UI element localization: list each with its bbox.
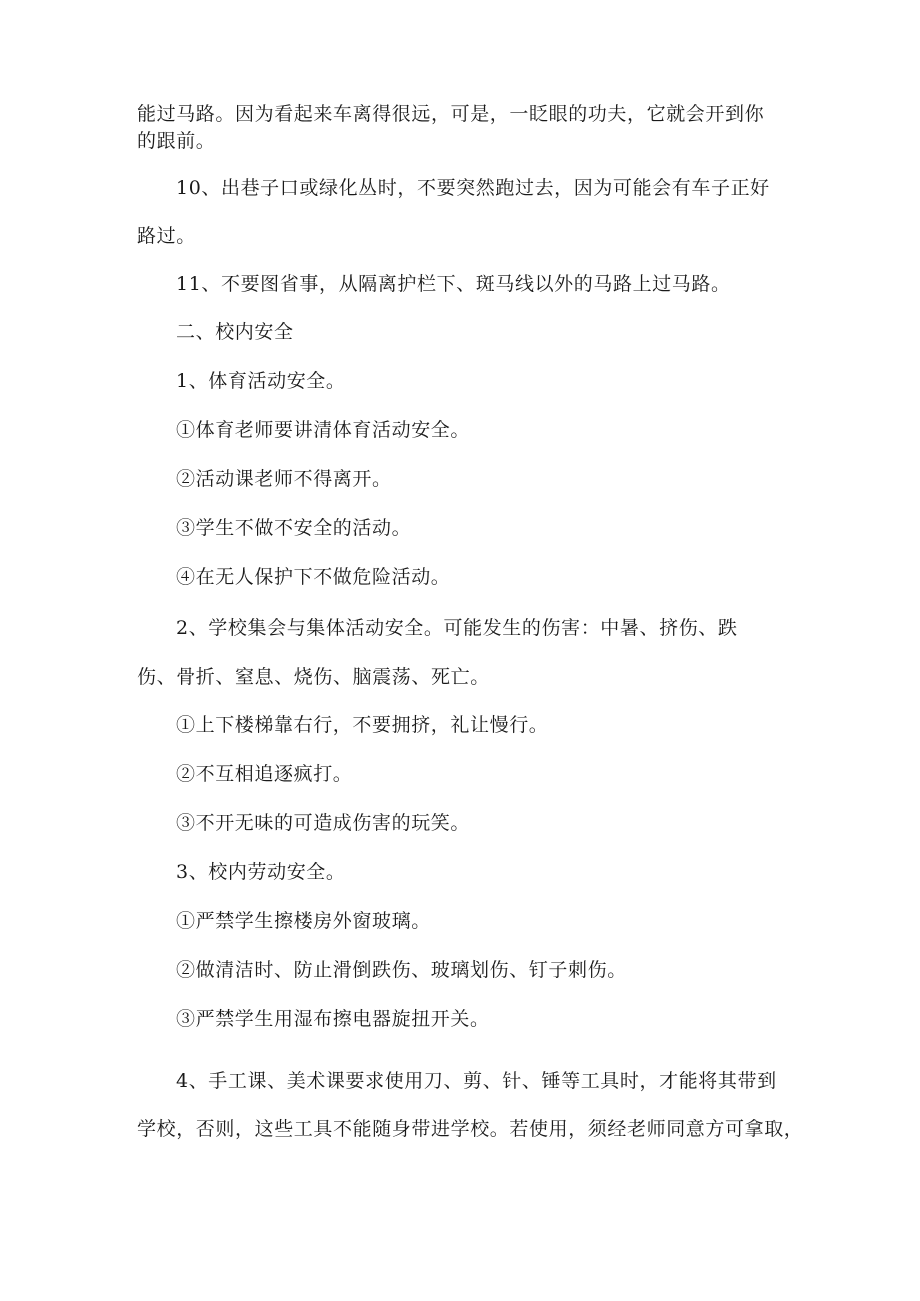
- paragraph-line: 学校，否则，这些工具不能随身带进学校。若使用，须经老师同意方可拿取，: [137, 1118, 804, 1140]
- paragraph-line: 的跟前。: [137, 130, 216, 152]
- section-heading: 二、校内安全: [176, 321, 294, 343]
- list-item: ③不开无味的可造成伤害的玩笑。: [176, 812, 471, 834]
- list-item: ①严禁学生擦楼房外窗玻璃。: [176, 910, 431, 932]
- paragraph-line: 10、出巷子口或绿化丛时，不要突然跑过去，因为可能会有车子正好: [176, 177, 770, 199]
- paragraph-line: 4、手工课、美术课要求使用刀、剪、针、锤等工具时，才能将其带到: [176, 1070, 777, 1092]
- list-item: ①上下楼梯靠右行，不要拥挤，礼让慢行。: [176, 714, 549, 736]
- paragraph-line: 伤、骨折、窒息、烧伤、脑震荡、死亡。: [137, 666, 490, 688]
- subsection-heading: 3、校内劳动安全。: [176, 861, 346, 883]
- list-item: ④在无人保护下不做危险活动。: [176, 566, 451, 588]
- list-item: ③严禁学生用湿布擦电器旋扭开关。: [176, 1008, 490, 1030]
- list-item: ②活动课老师不得离开。: [176, 468, 392, 490]
- paragraph-line: 11、不要图省事，从隔离护栏下、斑马线以外的马路上过马路。: [176, 273, 731, 295]
- paragraph-line: 路过。: [137, 225, 196, 247]
- list-item: ①体育老师要讲清体育活动安全。: [176, 419, 471, 441]
- paragraph-line: 能过马路。因为看起来车离得很远，可是，一眨眼的功夫，它就会开到你: [137, 103, 765, 125]
- paragraph-line: 2、学校集会与集体活动安全。可能发生的伤害：中暑、挤伤、跌: [176, 617, 738, 639]
- list-item: ③学生不做不安全的活动。: [176, 517, 412, 539]
- subsection-heading: 1、体育活动安全。: [176, 370, 346, 392]
- list-item: ②做清洁时、防止滑倒跌伤、玻璃划伤、钉子刺伤。: [176, 959, 627, 981]
- list-item: ②不互相追逐疯打。: [176, 763, 353, 785]
